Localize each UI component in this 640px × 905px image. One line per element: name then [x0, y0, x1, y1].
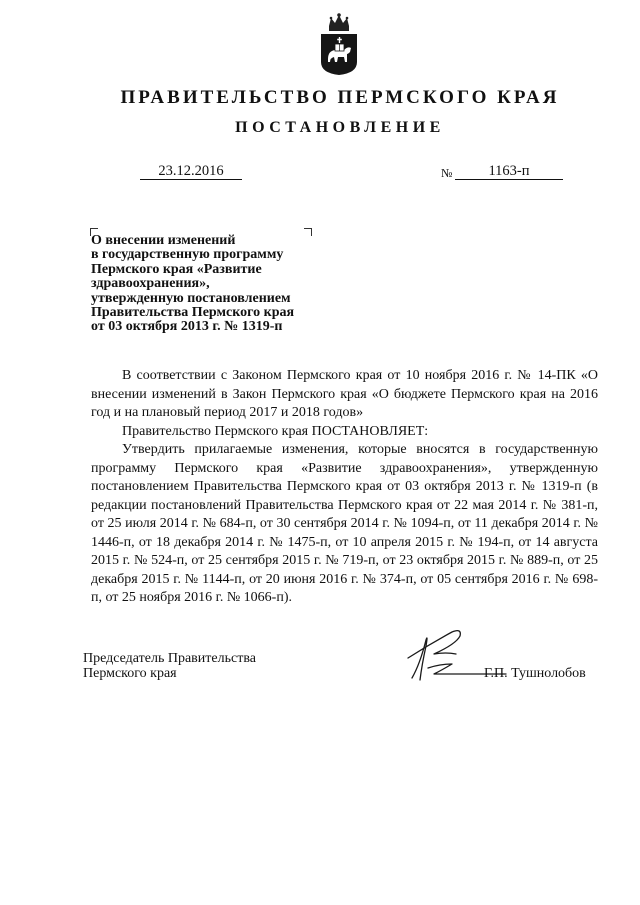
document-date: 23.12.2016	[140, 163, 242, 180]
signer-name: Г.П. Тушнолобов	[484, 666, 586, 681]
perm-krai-coat-of-arms-icon	[318, 12, 360, 76]
signer-position-line: Пермского края	[83, 665, 177, 681]
document-kind: ПОСТАНОВЛЕНИЕ	[235, 119, 445, 136]
subject-line: утвержденную постановлением	[91, 290, 291, 306]
subject-line: Правительства Пермского края	[91, 305, 295, 321]
government-title: ПРАВИТЕЛЬСТВО ПЕРМСКОГО КРАЯ	[120, 87, 560, 108]
subject-line: в государственную программу	[91, 247, 284, 263]
body-paragraph-approve: Утвердить прилагаемые изменения, которые вносятся в государственную программу Пермского края «Развитие здравоохранения», утвержденную постановлением Правительства Пермского края от 03 октября 2013 г. № 1319-п (в редакции постановлений Правительства Пермского края от 22 мая 2014 г. № 381-п, от 25 июля 2014 г. № 684-п, от 30 сентября 2014 г. № 1094-п, от 11 декабря 2014 г. № 1446-п, от 18 декабря 2014 г. № 1475-п, от 10 апреля 2015 г. № 194-п, от 14 августа 2015 г. № 524-п, от 25 сентября 2015 г. № 719-п, от 23 октября 2015 г. № 889-п, от 25 декабря 2015 г. № 1144-п, от 20 июня 2016 г. № 374-п, от 05 сентября 2016 г. № 698-п, от 25 ноября 2016 г. № 1066-п).	[91, 442, 598, 605]
body-paragraph-preamble: В соответствии с Законом Пермского края от 10 ноября 2016 г. № 14-ПК «О внесении изменений в Закон Пермского края «О бюджете Пермского края на 2016 год и на плановый период 2017 и 2018 годов»	[91, 368, 598, 420]
subject-block	[91, 234, 321, 335]
number-sign: №	[441, 166, 453, 180]
body-paragraph-resolves: Правительство Пермского края ПОСТАНОВЛЯЕТ:	[122, 423, 429, 439]
subject-line: здравоохранения»,	[91, 276, 210, 292]
signer-position	[83, 652, 256, 681]
body-text	[91, 367, 598, 608]
subject-line: от 03 октября 2013 г. № 1319-п	[91, 319, 283, 335]
signer-position-line: Председатель Правительства	[83, 651, 256, 666]
document-number: 1163-п	[455, 163, 563, 180]
subject-line: Пермского края «Развитие	[91, 261, 262, 277]
subject-line: О внесении изменений	[91, 233, 236, 248]
